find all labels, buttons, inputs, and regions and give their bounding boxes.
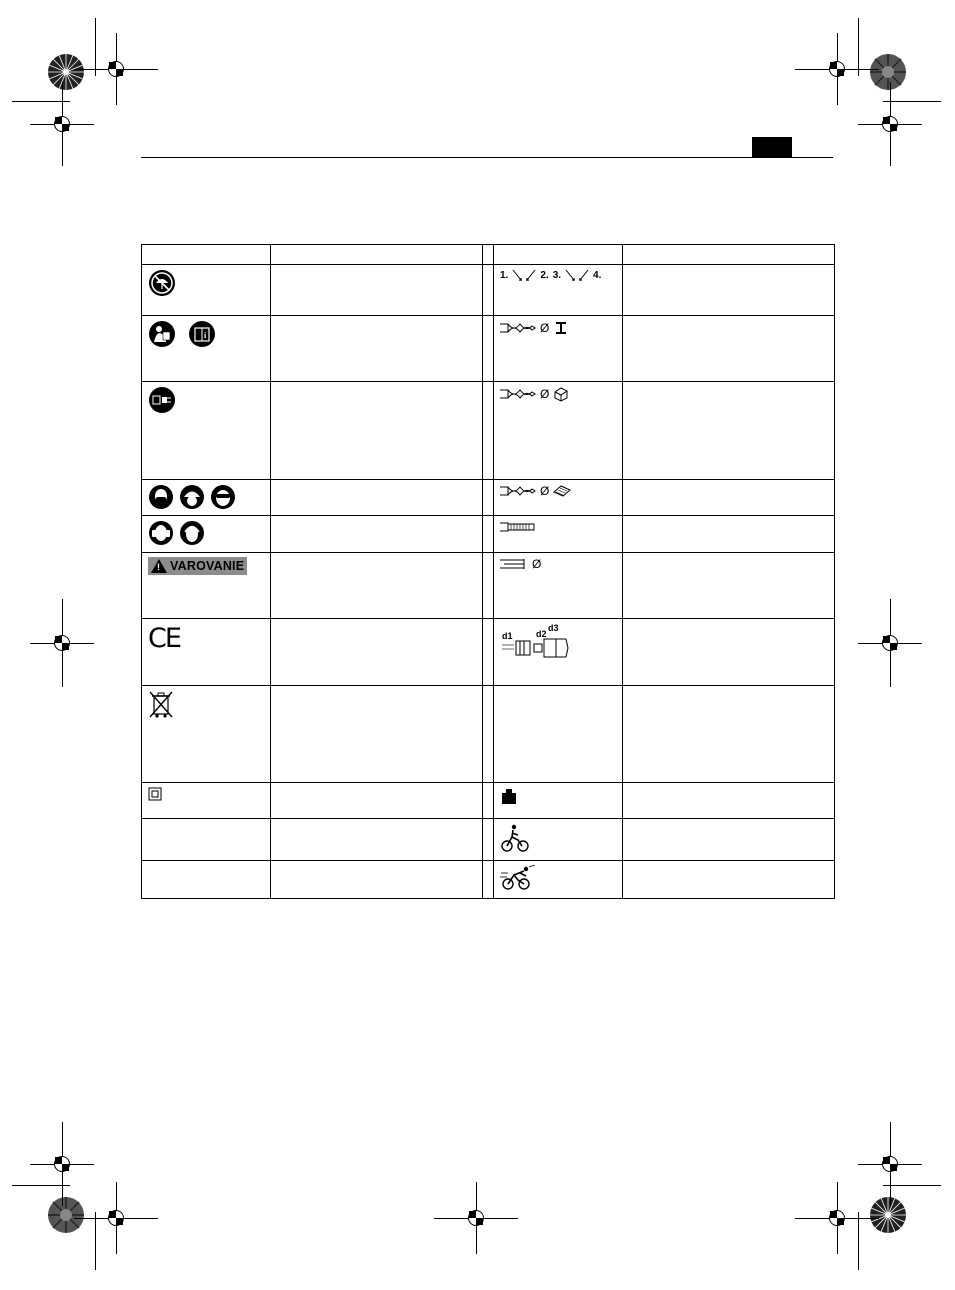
description-cell — [271, 783, 483, 819]
description-cell — [623, 516, 835, 553]
symbol-cell — [142, 619, 271, 686]
header-rule — [141, 157, 833, 158]
crop-line — [883, 101, 941, 102]
bit-diagonal-icon — [512, 269, 522, 281]
screw-icon — [500, 520, 536, 534]
spacer-cell — [483, 861, 494, 899]
wood-plank-icon — [553, 484, 571, 498]
table-row — [142, 686, 835, 783]
bit-diagonal-icon — [565, 269, 575, 281]
face-mask-icon — [148, 484, 174, 510]
diameter-symbol: Ø — [532, 557, 542, 571]
color-wheel-icon — [869, 1196, 907, 1234]
table-header-row — [142, 245, 835, 265]
table-row — [142, 619, 835, 686]
symbol-table — [141, 244, 835, 899]
chuck-icon — [500, 637, 572, 661]
spacer-cell — [483, 516, 494, 553]
description-cell — [271, 819, 483, 861]
drill-bit-icon — [500, 484, 536, 498]
description-cell — [623, 861, 835, 899]
no-rain-icon — [148, 269, 176, 297]
symbol-cell — [494, 265, 623, 316]
drill-bit-icon — [500, 321, 536, 335]
drill-concrete-icon — [500, 386, 616, 402]
color-wheel-icon — [47, 1196, 85, 1234]
description-cell — [271, 516, 483, 553]
diameter-symbol: Ø — [540, 321, 550, 335]
dimension-label-d2: d2 — [536, 629, 547, 639]
ear-muff-icon — [179, 520, 205, 546]
symbol-cell — [494, 516, 623, 553]
chuck-dimensions-icon — [500, 623, 580, 663]
ear-protection-icon — [148, 520, 174, 546]
symbol-cell — [494, 861, 623, 899]
description-cell — [271, 861, 483, 899]
info-book-icon — [188, 320, 216, 348]
table-header-cell — [142, 245, 271, 265]
helmet-icon — [179, 484, 205, 510]
symbol-cell — [494, 819, 623, 861]
drill-bit-icon — [500, 387, 536, 401]
description-cell — [623, 480, 835, 516]
bit-diameter-icon — [500, 557, 616, 571]
table-row — [142, 861, 835, 899]
description-cell — [271, 316, 483, 382]
warning-text: VAROVANIE — [170, 559, 245, 573]
drill-sequence-icon — [500, 269, 616, 281]
read-manual-icon — [148, 320, 176, 348]
table-row — [142, 382, 835, 480]
symbol-cell — [494, 480, 623, 516]
warning-label — [148, 557, 247, 575]
crop-line — [883, 1185, 941, 1186]
spacer-cell — [483, 783, 494, 819]
crop-line — [858, 18, 859, 76]
symbol-cell — [142, 861, 271, 899]
drill-wood-icon — [500, 484, 616, 498]
symbol-cell — [494, 382, 623, 480]
symbol-cell — [142, 819, 271, 861]
spacer-cell — [483, 686, 494, 783]
symbol-cell — [142, 553, 271, 619]
weight-icon — [500, 787, 518, 805]
description-cell — [271, 382, 483, 480]
unplug-icon — [148, 386, 176, 414]
double-insulation-icon — [148, 787, 162, 801]
drill-metal-icon — [500, 320, 616, 336]
spacer-cell — [483, 819, 494, 861]
step-label: 2. — [540, 269, 549, 281]
description-cell — [623, 686, 835, 783]
warning-triangle-icon — [151, 559, 167, 573]
symbol-cell — [494, 686, 623, 783]
spacer-cell — [483, 382, 494, 480]
metal-beam-icon — [553, 320, 569, 336]
table-row — [142, 265, 835, 316]
spacer-cell — [483, 316, 494, 382]
description-cell — [271, 553, 483, 619]
table-header-cell — [623, 245, 835, 265]
spacer-cell — [483, 553, 494, 619]
symbol-cell — [494, 316, 623, 382]
symbol-cell — [142, 265, 271, 316]
symbol-cell — [494, 783, 623, 819]
description-cell — [623, 316, 835, 382]
description-cell — [623, 382, 835, 480]
symbol-cell — [142, 516, 271, 553]
table-row — [142, 819, 835, 861]
bit-diagonal-icon — [526, 269, 536, 281]
language-tab — [752, 137, 792, 158]
table-header-cell — [271, 245, 483, 265]
crop-line — [95, 18, 96, 76]
symbol-cell — [494, 619, 623, 686]
cyclist-slow-icon — [500, 823, 530, 853]
bit-diagonal-icon — [579, 269, 589, 281]
description-cell — [623, 819, 835, 861]
step-label: 1. — [500, 269, 509, 281]
ce-mark: CE — [148, 623, 180, 654]
step-label: 3. — [552, 269, 562, 281]
spacer-cell — [483, 619, 494, 686]
description-cell — [271, 686, 483, 783]
crop-line — [95, 1212, 96, 1270]
crossed-bin-icon — [148, 690, 174, 720]
step-label: 4. — [593, 269, 602, 281]
symbol-cell — [142, 686, 271, 783]
description-cell — [271, 265, 483, 316]
description-cell — [623, 265, 835, 316]
stone-icon — [553, 386, 569, 402]
dimension-label-d1: d1 — [502, 631, 513, 641]
spacer-cell — [483, 480, 494, 516]
symbol-cell — [142, 382, 271, 480]
diameter-symbol: Ø — [540, 484, 550, 498]
symbol-cell — [142, 783, 271, 819]
description-cell — [623, 619, 835, 686]
diameter-symbol: Ø — [540, 387, 550, 401]
symbol-cell — [142, 316, 271, 382]
color-wheel-icon — [869, 53, 907, 91]
crop-line — [858, 1212, 859, 1270]
table-header-cell — [483, 245, 494, 265]
cyclist-fast-icon — [500, 865, 536, 891]
description-cell — [271, 619, 483, 686]
description-cell — [271, 480, 483, 516]
symbol-cell — [142, 480, 271, 516]
table-row — [142, 553, 835, 619]
description-cell — [623, 553, 835, 619]
dimension-label-d3: d3 — [548, 623, 559, 633]
goggles-icon — [210, 484, 236, 510]
description-cell — [623, 783, 835, 819]
symbol-cell — [494, 553, 623, 619]
spacer-cell — [483, 265, 494, 316]
table-row — [142, 480, 835, 516]
table-row — [142, 516, 835, 553]
shank-icon — [500, 558, 526, 570]
table-header-cell — [494, 245, 623, 265]
svg-text:i: i — [204, 331, 207, 340]
color-wheel-icon — [47, 53, 85, 91]
table-row — [142, 783, 835, 819]
table-row — [142, 316, 835, 382]
